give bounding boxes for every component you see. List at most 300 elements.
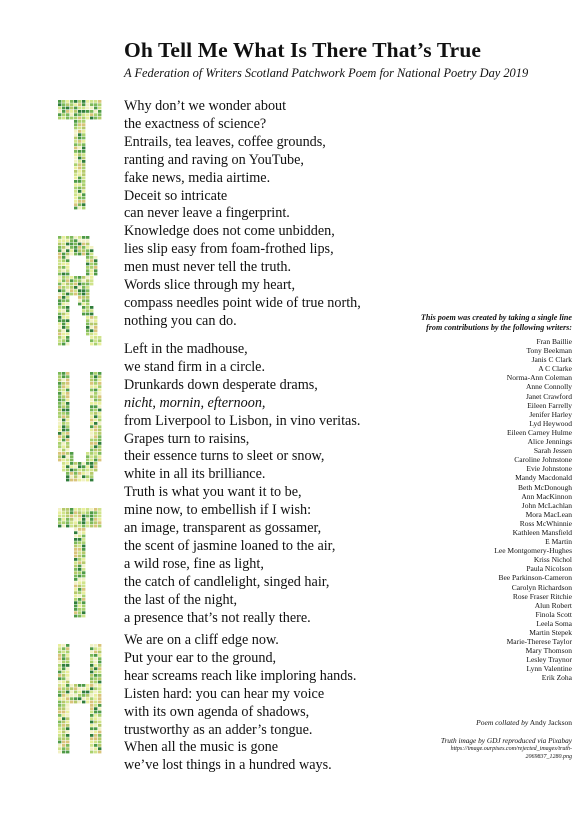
mosaic-tile [66, 439, 69, 442]
mosaic-tile [90, 694, 93, 697]
mosaic-tile [66, 717, 69, 720]
mosaic-tile [70, 279, 73, 282]
mosaic-tile [66, 449, 69, 452]
mosaic-tile [58, 409, 61, 412]
mosaic-tile [74, 203, 77, 206]
mosaic-tile [58, 259, 61, 262]
mosaic-tile [82, 293, 85, 296]
mosaic-tile [66, 661, 69, 664]
mosaic-tile [66, 734, 69, 737]
mosaic-tile [62, 684, 65, 687]
mosaic-tile [66, 259, 69, 262]
mosaic-tile [58, 677, 61, 680]
mosaic-tile [94, 412, 97, 415]
mosaic-tile [82, 147, 85, 150]
mosaic-tile [62, 707, 65, 710]
poem-line: lies slip easy from foam-frothed lips, [124, 241, 334, 258]
mosaic-tile [74, 571, 77, 574]
mosaic-tile [62, 657, 65, 660]
mosaic-tile [58, 110, 61, 113]
mosaic-tile [62, 701, 65, 704]
mosaic-tile [78, 276, 81, 279]
mosaic-tile [82, 595, 85, 598]
mosaic-tile [62, 731, 65, 734]
mosaic-tile [62, 329, 65, 332]
mosaic-tile [62, 392, 65, 395]
mosaic-tile [66, 651, 69, 654]
mosaic-tile [58, 651, 61, 654]
mosaic-tile [66, 289, 69, 292]
mosaic-tile [62, 419, 65, 422]
mosaic-tile [90, 741, 93, 744]
mosaic-tile [74, 595, 77, 598]
mosaic-tile [82, 299, 85, 302]
mosaic-tile [62, 644, 65, 647]
mosaic-tile [58, 711, 61, 714]
mosaic-tile [94, 100, 97, 103]
mosaic-tile [78, 289, 81, 292]
mosaic-tile [82, 207, 85, 210]
mosaic-tile [86, 259, 89, 262]
mosaic-tile [62, 343, 65, 346]
contributor-name: Mora MacLean [525, 509, 572, 519]
mosaic-tile [58, 246, 61, 249]
mosaic-tile [66, 286, 69, 289]
mosaic-tile [66, 103, 69, 106]
mosaic-tile [78, 203, 81, 206]
mosaic-tile [58, 429, 61, 432]
mosaic-tile [82, 515, 85, 518]
mosaic-tile [74, 153, 77, 156]
mosaic-tile [82, 113, 85, 116]
mosaic-tile [78, 515, 81, 518]
mosaic-tile [98, 117, 101, 120]
mosaic-tile [94, 515, 97, 518]
mosaic-tile [82, 508, 85, 511]
mosaic-tile [94, 316, 97, 319]
mosaic-tile [90, 432, 93, 435]
mosaic-tile [98, 432, 101, 435]
mosaic-tile [58, 432, 61, 435]
mosaic-tile [86, 472, 89, 475]
poem-title: Oh Tell Me What Is There That’s True [124, 38, 482, 62]
mosaic-tile [62, 339, 65, 342]
mosaic-tile [58, 309, 61, 312]
contributor-name: Ann MacKinnon [521, 491, 572, 501]
mosaic-tile [98, 429, 101, 432]
mosaic-tile [62, 283, 65, 286]
mosaic-tile [58, 687, 61, 690]
mosaic-tile [58, 276, 61, 279]
mosaic-tile [62, 462, 65, 465]
image-credit [408, 736, 572, 762]
mosaic-tile [66, 379, 69, 382]
mosaic-tile [98, 731, 101, 734]
mosaic-tile [78, 598, 81, 601]
mosaic-tile [62, 724, 65, 727]
mosaic-tile [86, 273, 89, 276]
mosaic-tile [86, 249, 89, 252]
mosaic-tile [66, 313, 69, 316]
mosaic-tile [58, 336, 61, 339]
mosaic-tile [82, 193, 85, 196]
mosaic-tile [86, 243, 89, 246]
mosaic-tile [82, 611, 85, 614]
mosaic-tile [90, 449, 93, 452]
mosaic-tile [94, 681, 97, 684]
contributor-name: Bee Parkinson-Cameron [498, 573, 572, 583]
mosaic-tile [62, 103, 65, 106]
mosaic-tile [90, 681, 93, 684]
mosaic-tile [78, 167, 81, 170]
collated-by-name: Andy Jackson [529, 718, 572, 727]
mosaic-tile [82, 469, 85, 472]
mosaic-tile [90, 727, 93, 730]
mosaic-tile [86, 276, 89, 279]
mosaic-tile [58, 299, 61, 302]
mosaic-tile [98, 694, 101, 697]
mosaic-tile [86, 333, 89, 336]
mosaic-tile [94, 385, 97, 388]
mosaic-tile [82, 306, 85, 309]
mosaic-tile [90, 445, 93, 448]
mosaic-tile [66, 647, 69, 650]
mosaic-tile [78, 608, 81, 611]
mosaic-tile [58, 249, 61, 252]
mosaic-tile [90, 465, 93, 468]
mosaic-tile [78, 253, 81, 256]
mosaic-tile [82, 153, 85, 156]
mosaic-tile [78, 615, 81, 618]
mosaic-tile [58, 107, 61, 110]
contributor-name: Janis C Clark [531, 355, 572, 365]
mosaic-tile [94, 687, 97, 690]
mosaic-tile [82, 588, 85, 591]
mosaic-tile [66, 701, 69, 704]
mosaic-tile [86, 113, 89, 116]
mosaic-tile [78, 511, 81, 514]
mosaic-tile [86, 253, 89, 256]
mosaic-tile [86, 459, 89, 462]
mosaic-tile [82, 578, 85, 581]
mosaic-tile [62, 117, 65, 120]
mosaic-tile [58, 333, 61, 336]
mosaic-tile [90, 392, 93, 395]
mosaic-tile [58, 266, 61, 269]
mosaic-tile [66, 339, 69, 342]
mosaic-tile [98, 515, 101, 518]
mosaic-tile [82, 296, 85, 299]
mosaic-tile [98, 435, 101, 438]
mosaic-tile [86, 296, 89, 299]
mosaic-tile [66, 100, 69, 103]
mosaic-tile [74, 190, 77, 193]
mosaic-tile [82, 289, 85, 292]
poem-line: Drunkards down desperate drams, [124, 376, 318, 393]
mosaic-tile [58, 399, 61, 402]
mosaic-tile [98, 389, 101, 392]
mosaic-tile [62, 691, 65, 694]
mosaic-tile [98, 511, 101, 514]
mosaic-tile [58, 674, 61, 677]
mosaic-tile [58, 717, 61, 720]
mosaic-tile [90, 515, 93, 518]
mosaic-tile [94, 694, 97, 697]
mosaic-tile [90, 654, 93, 657]
mosaic-tile [58, 236, 61, 239]
mosaic-tile [74, 611, 77, 614]
mosaic-tile [66, 343, 69, 346]
mosaic-tile [78, 123, 81, 126]
poem-line: an image, transparent as gossamer, [124, 520, 322, 537]
mosaic-tile [78, 110, 81, 113]
mosaic-tile [78, 200, 81, 203]
mosaic-tile [90, 525, 93, 528]
mosaic-tile [82, 548, 85, 551]
mosaic-tile [90, 259, 93, 262]
mosaic-tile [62, 697, 65, 700]
mosaic-tile [66, 279, 69, 282]
mosaic-tile [82, 565, 85, 568]
mosaic-tile [94, 671, 97, 674]
mosaic-tile [62, 402, 65, 405]
mosaic-tile [98, 687, 101, 690]
poem-line: Knowledge does not come unbidden, [124, 223, 335, 240]
mosaic-tile [98, 741, 101, 744]
mosaic-tile [94, 392, 97, 395]
mosaic-tile [90, 647, 93, 650]
mosaic-tile [62, 289, 65, 292]
mosaic-tile [58, 283, 61, 286]
mosaic-tile [66, 246, 69, 249]
mosaic-tile [74, 173, 77, 176]
mosaic-tile [94, 691, 97, 694]
mosaic-tile [66, 751, 69, 754]
mosaic-tile [66, 677, 69, 680]
mosaic-tile [74, 511, 77, 514]
mosaic-tile [86, 479, 89, 482]
mosaic-tile [62, 276, 65, 279]
mosaic-tile [62, 508, 65, 511]
mosaic-tile [98, 425, 101, 428]
mosaic-tile [66, 684, 69, 687]
contributor-name: Mary Thomson [525, 646, 572, 656]
mosaic-tile [70, 459, 73, 462]
mosaic-tile [82, 697, 85, 700]
mosaic-tile [66, 697, 69, 700]
contributor-name: Leela Soma [536, 618, 572, 628]
mosaic-tile [86, 239, 89, 242]
mosaic-tile [74, 130, 77, 133]
mosaic-tile [86, 319, 89, 322]
mosaic-tile [62, 299, 65, 302]
mosaic-tile [90, 707, 93, 710]
mosaic-tile [82, 200, 85, 203]
mosaic-tile [74, 236, 77, 239]
mosaic-tile [62, 412, 65, 415]
mosaic-tile [98, 707, 101, 710]
mosaic-tile [58, 415, 61, 418]
mosaic-tile [94, 389, 97, 392]
mosaic-tile [74, 137, 77, 140]
mosaic-tile [78, 694, 81, 697]
mosaic-tile [82, 190, 85, 193]
mosaic-tile [62, 711, 65, 714]
mosaic-tile [98, 110, 101, 113]
mosaic-tile [82, 521, 85, 524]
truth-mosaic-image [58, 100, 102, 780]
mosaic-tile [86, 100, 89, 103]
mosaic-tile [82, 694, 85, 697]
mosaic-tile [62, 313, 65, 316]
mosaic-tile [78, 531, 81, 534]
mosaic-tile [98, 661, 101, 664]
mosaic-tile [82, 561, 85, 564]
mosaic-tile [70, 694, 73, 697]
mosaic-tile [78, 591, 81, 594]
mosaic-tile [82, 531, 85, 534]
mosaic-tile [62, 521, 65, 524]
mosaic-tile [86, 697, 89, 700]
mosaic-tile [58, 313, 61, 316]
mosaic-tile [82, 601, 85, 604]
mosaic-tile [82, 236, 85, 239]
mosaic-tile [70, 283, 73, 286]
mosaic-tile [82, 127, 85, 130]
mosaic-tile [66, 329, 69, 332]
mosaic-tile [90, 279, 93, 282]
mosaic-tile [66, 711, 69, 714]
mosaic-tile [58, 515, 61, 518]
mosaic-tile [70, 462, 73, 465]
mosaic-tile [74, 123, 77, 126]
mosaic-tile [82, 167, 85, 170]
mosaic-tile [74, 601, 77, 604]
contributor-name: Jenifer Harley [529, 409, 572, 419]
mosaic-tile [94, 701, 97, 704]
poem-line: nicht, mornin, efternoon, [124, 394, 266, 411]
mosaic-tile [86, 687, 89, 690]
mosaic-tile [94, 525, 97, 528]
mosaic-tile [90, 511, 93, 514]
mosaic-tile [94, 399, 97, 402]
mosaic-tile [90, 667, 93, 670]
mosaic-tile [78, 183, 81, 186]
mosaic-tile [74, 475, 77, 478]
mosaic-tile [62, 316, 65, 319]
mosaic-tile [78, 551, 81, 554]
mosaic-tile [70, 243, 73, 246]
mosaic-tile [98, 714, 101, 717]
mosaic-tile [94, 717, 97, 720]
mosaic-tile [78, 100, 81, 103]
poem-line: Put your ear to the ground, [124, 649, 277, 666]
mosaic-tile [90, 452, 93, 455]
mosaic-tile [86, 269, 89, 272]
mosaic-tile [82, 143, 85, 146]
mosaic-tile [78, 581, 81, 584]
mosaic-tile [66, 521, 69, 524]
mosaic-tile [94, 113, 97, 116]
mosaic-tile [74, 608, 77, 611]
mosaic-tile [66, 515, 69, 518]
mosaic-tile [74, 107, 77, 110]
poem-line: compass needles point wide of true north, [124, 294, 361, 311]
mosaic-tile [78, 107, 81, 110]
mosaic-tile [58, 525, 61, 528]
poem-line: a presence that’s not really there. [124, 609, 311, 626]
mosaic-tile [74, 183, 77, 186]
mosaic-tile [82, 701, 85, 704]
mosaic-tile [62, 395, 65, 398]
mosaic-tile [66, 724, 69, 727]
mosaic-tile [58, 697, 61, 700]
mosaic-tile [82, 110, 85, 113]
mosaic-tile [62, 664, 65, 667]
mosaic-tile [78, 157, 81, 160]
mosaic-tile [62, 432, 65, 435]
mosaic-tile [82, 140, 85, 143]
mosaic-tile [82, 100, 85, 103]
mosaic-tile [98, 100, 101, 103]
mosaic-tile [66, 479, 69, 482]
mosaic-tile [58, 721, 61, 724]
mosaic-tile [62, 435, 65, 438]
mosaic-tile [78, 605, 81, 608]
mosaic-tile [66, 425, 69, 428]
mosaic-tile [94, 372, 97, 375]
mosaic-tile [74, 694, 77, 697]
mosaic-tile [90, 339, 93, 342]
mosaic-tile [74, 239, 77, 242]
poem-line: We are on a cliff edge now. [124, 632, 279, 648]
mosaic-tile [62, 399, 65, 402]
mosaic-tile [66, 721, 69, 724]
poem-line: When all the music is gone [124, 739, 279, 756]
mosaic-tile [94, 684, 97, 687]
mosaic-tile [58, 253, 61, 256]
poem-line: the scent of jasmine loaned to the air, [124, 537, 336, 554]
mosaic-tile [78, 187, 81, 190]
mosaic-tile [58, 412, 61, 415]
mosaic-tile [90, 714, 93, 717]
mosaic-tile [62, 273, 65, 276]
mosaic-tile [66, 395, 69, 398]
mosaic-tile [94, 422, 97, 425]
mosaic-tile [58, 439, 61, 442]
mosaic-tile [74, 103, 77, 106]
contributor-name: Paula Nicolson [526, 564, 572, 574]
contributor-name: E Martin [545, 537, 572, 547]
mosaic-tile [62, 319, 65, 322]
mosaic-tile [94, 731, 97, 734]
mosaic-tile [78, 299, 81, 302]
mosaic-tile [98, 113, 101, 116]
mosaic-tile [70, 253, 73, 256]
contributor-name: Alun Robert [534, 600, 572, 610]
mosaic-tile [78, 103, 81, 106]
mosaic-tile [58, 449, 61, 452]
mosaic-tile [86, 299, 89, 302]
mosaic-tile [70, 246, 73, 249]
mosaic-tile [82, 197, 85, 200]
mosaic-tile [82, 472, 85, 475]
mosaic-tile [58, 343, 61, 346]
mosaic-tile [86, 515, 89, 518]
mosaic-tile [86, 518, 89, 521]
mosaic-tile [66, 462, 69, 465]
poem-line: Deceit so intricate [124, 187, 228, 204]
